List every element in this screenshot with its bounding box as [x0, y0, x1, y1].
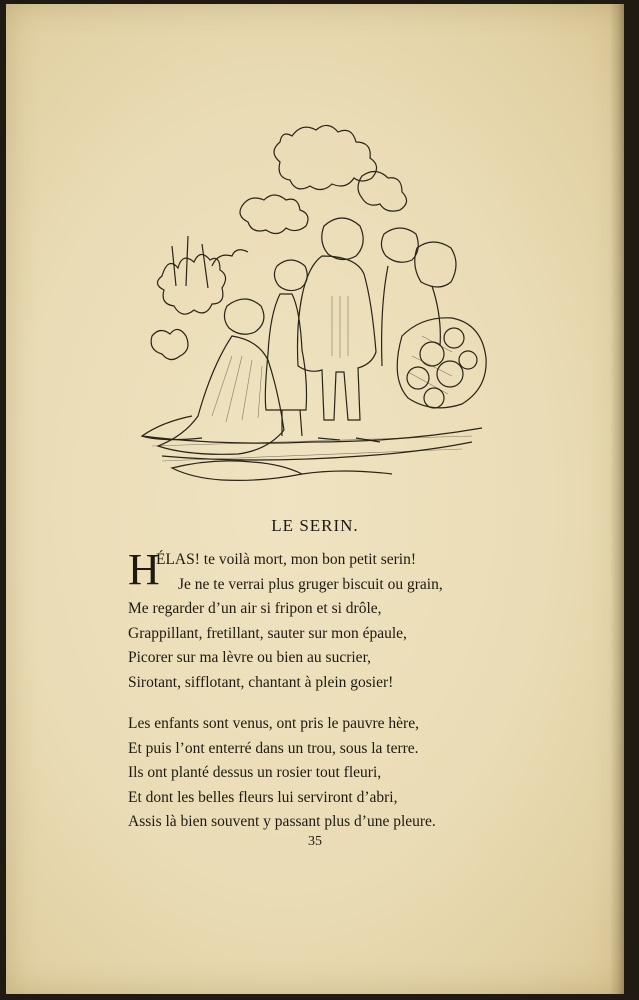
page-number: 35	[308, 834, 322, 849]
poem-line: Et dont les belles fleurs lui serviront d’abri,	[128, 788, 398, 806]
poem-line: Sirotant, sifflotant, chantant à plein gosier!	[128, 673, 394, 691]
poem-line: Et puis l’ont enterré dans un trou, sous la terre.	[128, 739, 419, 757]
poem-line: Ils ont planté dessus un rosier tout fleuri,	[128, 764, 382, 781]
engraving-illustration	[132, 116, 492, 501]
poem-line: Assis là bien souvent y passant plus d’une pleure.	[128, 813, 436, 830]
poem-line: Je ne te verrai plus gruger biscuit ou grain,	[178, 575, 443, 593]
poem-line: Picorer sur ma lèvre ou bien au sucrier,	[128, 649, 371, 666]
poem-title: LE SERIN.	[271, 516, 359, 535]
poem-line: ÉLAS! te voilà mort, mon bon petit serin!	[156, 551, 417, 568]
poem-line: Grappillant, fretillant, sauter sur mon épaule,	[128, 624, 407, 642]
poem-line: Me regarder d’un air si fripon et si drôle,	[128, 600, 382, 617]
poem-line: Les enfants sont venus, ont pris le pauvre hère,	[128, 715, 419, 732]
poem-body	[128, 545, 508, 835]
drop-cap: H	[128, 545, 160, 594]
stanza-divider	[128, 695, 508, 712]
book-page	[6, 4, 624, 994]
